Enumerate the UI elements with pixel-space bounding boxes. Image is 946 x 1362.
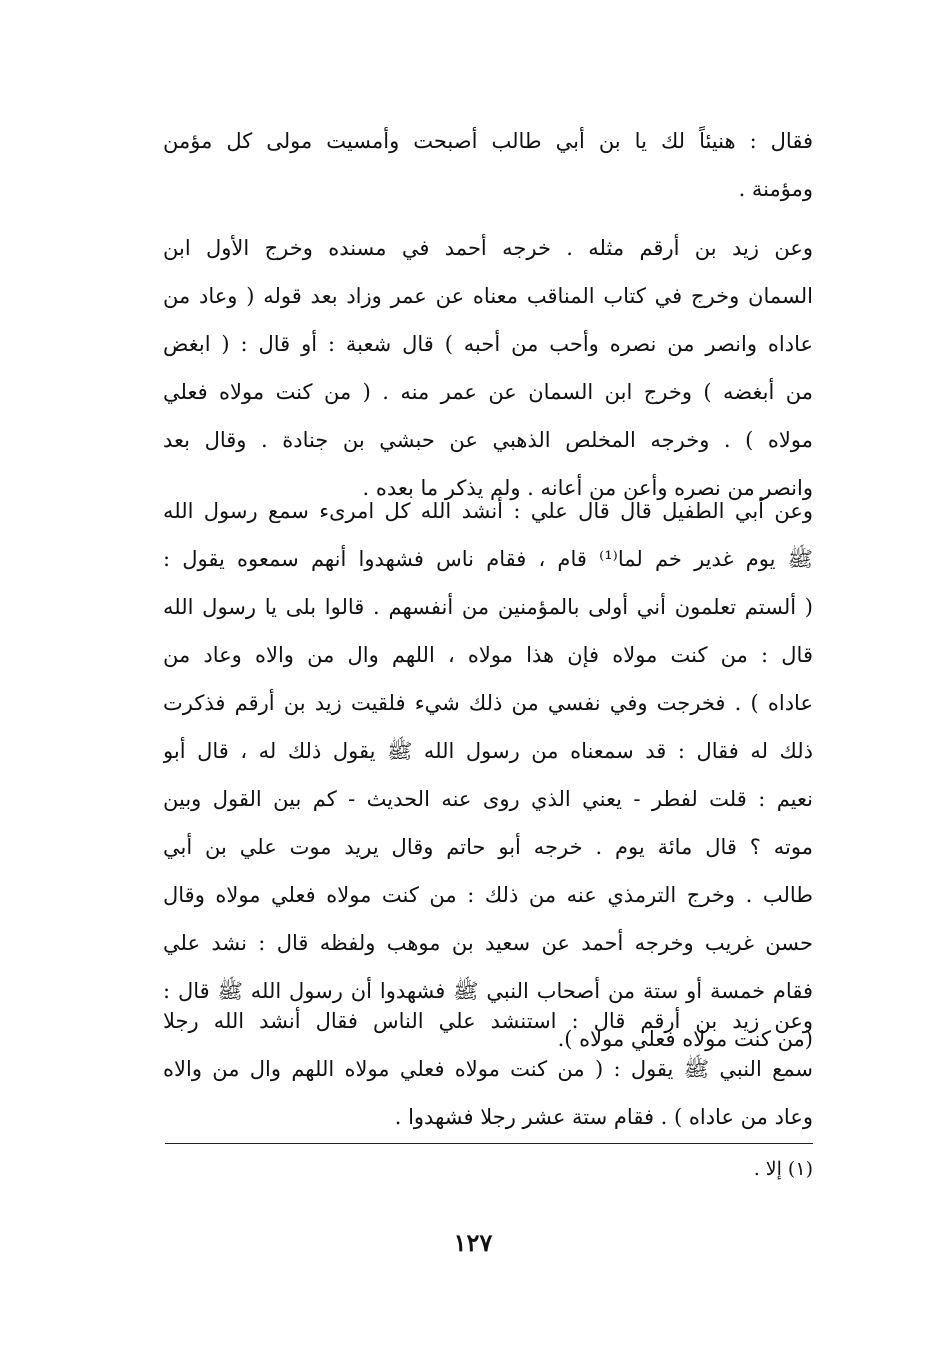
text-line: وعن زيد بن أرقم قال : استنشد علي الناس فقال أنشد الله رجلا	[163, 1009, 813, 1033]
text-line: حسن غريب وخرجه أحمد عن سعيد بن موهب ولفظه قال : نشد علي	[163, 931, 813, 955]
footnote: (١) إلا .	[753, 1158, 813, 1180]
text-line: فقام خمسة أو ستة من أصحاب النبي ﷺ فشهدوا أن رسول الله ﷺ قال :	[163, 979, 813, 1003]
paragraph-3	[163, 487, 813, 1063]
text-line: (من كنت مولاه فعلي مولاه ).	[557, 1027, 813, 1051]
text-line: قال : من كنت مولاه فإن هذا مولاه ، اللهم وال من والاه وعاد من	[163, 643, 813, 667]
paragraph-1	[163, 117, 813, 213]
text-line: وانصر من نصره وأعن من أعانه . ولم يذكر ما بعده .	[362, 476, 813, 500]
page-number: ١٢٧	[453, 1228, 493, 1257]
text-line: نعيم : قلت لفطر - يعني الذي روى عنه الحديث - كم بين القول وبين	[163, 787, 813, 811]
text-line: ﷺ يوم غدير خم لما⁽¹⁾ قام ، فقام ناس فشهدوا أنهم سمعوه يقول :	[163, 547, 813, 571]
text-line: وعن زيد بن أرقم مثله . خرجه أحمد في مسنده وخرج الأول ابن	[163, 236, 813, 260]
paragraph-4	[163, 997, 813, 1141]
text-line: من أبغضه ) وخرج ابن السمان عن عمر منه . ( من كنت مولاه فعلي	[163, 380, 813, 404]
text-line: سمع النبي ﷺ يقول : ( من كنت مولاه فعلي مولاه اللهم وال من والاه	[163, 1057, 813, 1081]
text-line: عاداه وانصر من نصره وأحب من أحبه ) قال شعبة : أو قال : ( ابغض	[163, 332, 813, 356]
text-line: مولاه ) . وخرجه المخلص الذهبي عن حبشي بن جنادة . وقال بعد	[163, 428, 813, 452]
footnote-divider	[165, 1143, 813, 1144]
text-line: عاداه ) . فخرجت وفي نفسي من ذلك شيء فلقيت زيد بن أرقم فذكرت	[163, 691, 813, 715]
text-line: ( ألستم تعلمون أني أولى بالمؤمنين من أنفسهم . قالوا بلى يا رسول الله	[163, 595, 813, 619]
text-line: موته ؟ قال مائة يوم . خرجه أبو حاتم وقال يريد موت علي بن أبي	[163, 835, 813, 859]
text-line: ذلك له فقال : قد سمعناه من رسول الله ﷺ يقول ذلك له ، قال أبو	[163, 739, 813, 763]
text-line: طالب . وخرج الترمذي عنه من ذلك : من كنت مولاه فعلي مولاه وقال	[163, 883, 813, 907]
paragraph-2	[163, 224, 813, 512]
text-line: وعن أبي الطفيل قال قال علي : أنشد الله كل امرىء سمع رسول الله	[163, 499, 813, 523]
text-line: وعاد من عاداه ) . فقام ستة عشر رجلا فشهدوا .	[394, 1105, 813, 1129]
text-line: ومؤمنة .	[738, 177, 813, 201]
text-line: السمان وخرج في كتاب المناقب معناه عن عمر وزاد بعد قوله ( وعاد من	[163, 284, 813, 308]
text-line: فقال : هنيئاً لك يا بن أبي طالب أصبحت وأمسيت مولى كل مؤمن	[163, 129, 813, 153]
